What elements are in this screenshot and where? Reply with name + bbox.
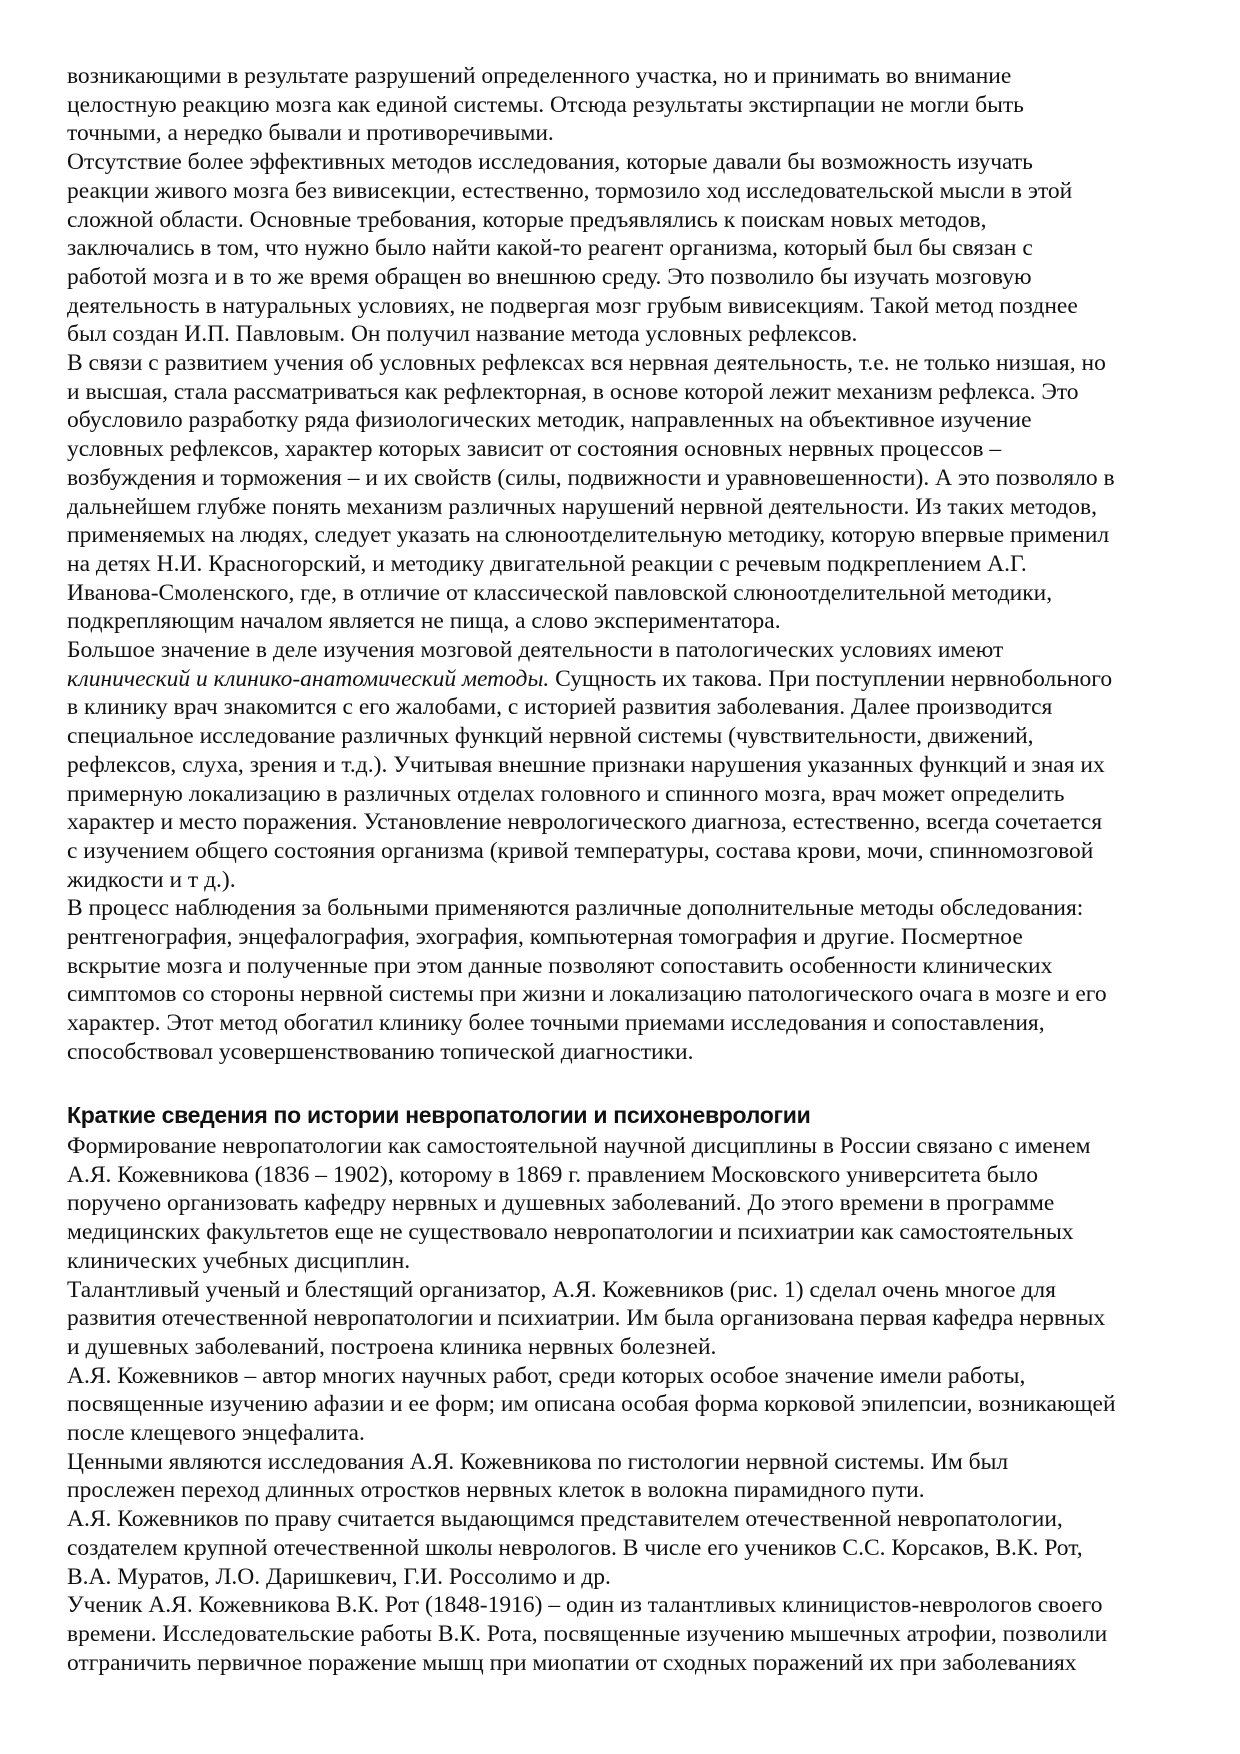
text-span: Сущность их такова. При поступлении нервнобольного (549, 665, 1113, 692)
text-line: характер. Этот метод обогатил клинику более точными приемами исследования и сопоставления, (67, 1010, 1045, 1037)
text-line: Ученик А.Я. Кожевникова В.К. Рот (1848-1916) – один из талантливых клиницистов-неврологов своего (67, 1592, 1103, 1619)
text-line: клинических учебных дисциплин. (67, 1247, 411, 1274)
text-line: рентгенография, энцефалография, эхография, компьютерная томография и другие. Посмертное (67, 924, 1023, 950)
italic-term: клинический и клинико-анатомический методы. (67, 665, 550, 692)
text-line: дальнейшем глубже понять механизм различных нарушений нервной деятельности. Из таких методов, (67, 493, 1097, 520)
text-line: посвященные изучению афазии и ее форм; им описана особая форма корковой эпилепсии, возникающей (67, 1391, 1116, 1418)
text-line: В.А. Муратов, Л.О. Даришкевич, Г.И. Россолимо и др. (67, 1563, 611, 1590)
text-line: специальное исследование различных функций нервной системы (чувствительности, движений, (67, 723, 1034, 750)
text-line: деятельность в натуральных условиях, не подвергая мозг грубым вивисекциям. Такой метод позднее (67, 292, 1078, 319)
text-line: А.Я. Кожевников – автор многих научных работ, среди которых особое значение имели работы, (67, 1362, 1026, 1389)
text-line: способствовал усовершенствованию топической диагностики. (67, 1038, 694, 1065)
text-line: вскрытие мозга и полученные при этом данные позволяют сопоставить особенности клинических (67, 952, 1053, 979)
text-line: Большое значение в деле изучения мозговой деятельности в патологических условиях имеют (67, 637, 1004, 663)
text-line: Талантливый ученый и блестящий организатор, А.Я. Кожевников (рис. 1) сделал очень многое для (67, 1276, 1056, 1303)
text-line: Ценными являются исследования А.Я. Кожевникова по гистологии нервной системы. Им был (67, 1448, 1009, 1475)
text-line: В процесс наблюдения за больными применяются различные дополнительные методы обследования: (67, 895, 1084, 922)
text-line: на детях Н.И. Красногорский, и методику двигательной реакции с речевым подкреплением А.Г. (67, 550, 1027, 577)
text-line: развития отечественной невропатологии и психиатрии. Им была организована первая кафедра нервных (67, 1305, 1106, 1332)
text-line: точными, а нередко бывали и противоречивыми. (67, 120, 554, 147)
text-line: характер и место поражения. Установление неврологического диагноза, естественно, всегда сочетается (67, 809, 1103, 836)
text-line: обусловило разработку ряда физиологических методик, направленных на объективное изучение (67, 407, 1032, 434)
text-line: возникающими в результате разрушений определенного участка, но и принимать во внимание (67, 63, 1012, 89)
text-line (67, 665, 1112, 694)
text-line: возбуждения и торможения – и их свойств (силы, подвижности и уравновешенности). А это позволяло в (67, 464, 1115, 491)
text-line: сложной области. Основные требования, которые предъявлялись к поискам новых методов, (67, 206, 987, 233)
text-line: Формирование невропатологии как самостоятельной научной дисциплины в России связано с именем (67, 1133, 1091, 1159)
text-line: В связи с развитием учения об условных рефлексах вся нервная деятельность, т.е. не только низшая, но (67, 350, 1106, 376)
text-line: А.Я. Кожевникова (1836 – 1902), которому в 1869 г. правлением Московского университета было (67, 1161, 1038, 1188)
text-line: поручено организовать кафедру нервных и душевных заболеваний. До этого времени в программе (67, 1190, 1055, 1217)
text-line: симптомов со стороны нервной системы при жизни и локализацию патологического очага в мозге и его (67, 981, 1107, 1008)
text-line: с изучением общего состояния организма (кривой температуры, состава крови, мочи, спинномозговой (67, 837, 1094, 864)
text-line: и высшая, стала рассматриваться как рефлекторная, в основе которой лежит механизм рефлекса. Это (67, 378, 1079, 405)
text-line: времени. Исследовательские работы В.К. Рота, посвященные изучению мышечных атрофии, позволили (67, 1620, 1108, 1647)
section-heading: Краткие сведения по истории невропатологии и психоневрологии (67, 1102, 811, 1128)
text-line: реакции живого мозга без вивисекции, естественно, тормозило ход исследовательской мысли в этой (67, 177, 1073, 204)
text-line: был создан И.П. Павловым. Он получил название метода условных рефлексов. (67, 321, 858, 348)
text-line: после клещевого энцефалита. (67, 1420, 365, 1446)
text-line: А.Я. Кожевников по праву считается выдающимся представителем отечественной невропатологии, (67, 1506, 1063, 1533)
text-line: условных рефлексов, характер которых зависит от состояния основных нервных процессов – (67, 436, 1002, 463)
text-line: отграничить первичное поражение мышц при миопатии от сходных поражений их при заболеваниях (67, 1649, 1077, 1676)
text-line: заключались в том, что нужно было найти какой-то реагент организма, который был бы связан с (67, 235, 1033, 262)
text-line: Иванова-Смоленского, где, в отличие от классической павловской слюноотделительной методики, (67, 579, 1053, 606)
text-line: медицинских факультетов еще не существовало невропатологии и психиатрии как самостоятельных (67, 1219, 1074, 1246)
text-line: целостную реакцию мозга как единой системы. Отсюда результаты экстирпации не могли быть (67, 91, 1024, 118)
text-line: применяемых на людях, следует указать на слюноотделительную методику, которую впервые применил (67, 522, 1110, 549)
text-line: и душевных заболеваний, построена клиника нервных болезней. (67, 1333, 717, 1360)
text-line: жидкости и т д.). (67, 866, 236, 893)
text-line: Отсутствие более эффективных методов исследования, которые давали бы возможность изучать (67, 149, 1033, 176)
text-line: рефлексов, слуха, зрения и т.д.). Учитывая внешние признаки нарушения указанных функций и зная их (67, 751, 1105, 778)
text-line: примерную локализацию в различных отделах головного и спинного мозга, врач может определить (67, 780, 1065, 807)
text-line: в клинику врач знакомится с его жалобами, с историей развития заболевания. Далее производится (67, 694, 1053, 721)
text-line: создателем крупной отечественной школы неврологов. В числе его учеников С.С. Корсаков, В.К. Рот, (67, 1534, 1083, 1561)
text-line: подкрепляющим началом является не пища, а слово экспериментатора. (67, 608, 781, 635)
text-line: прослежен переход длинных отростков нервных клеток в волокна пирамидного пути. (67, 1477, 925, 1504)
text-line: работой мозга и в то же время обращен во внешнюю среду. Это позволило бы изучать мозговую (67, 263, 1032, 290)
